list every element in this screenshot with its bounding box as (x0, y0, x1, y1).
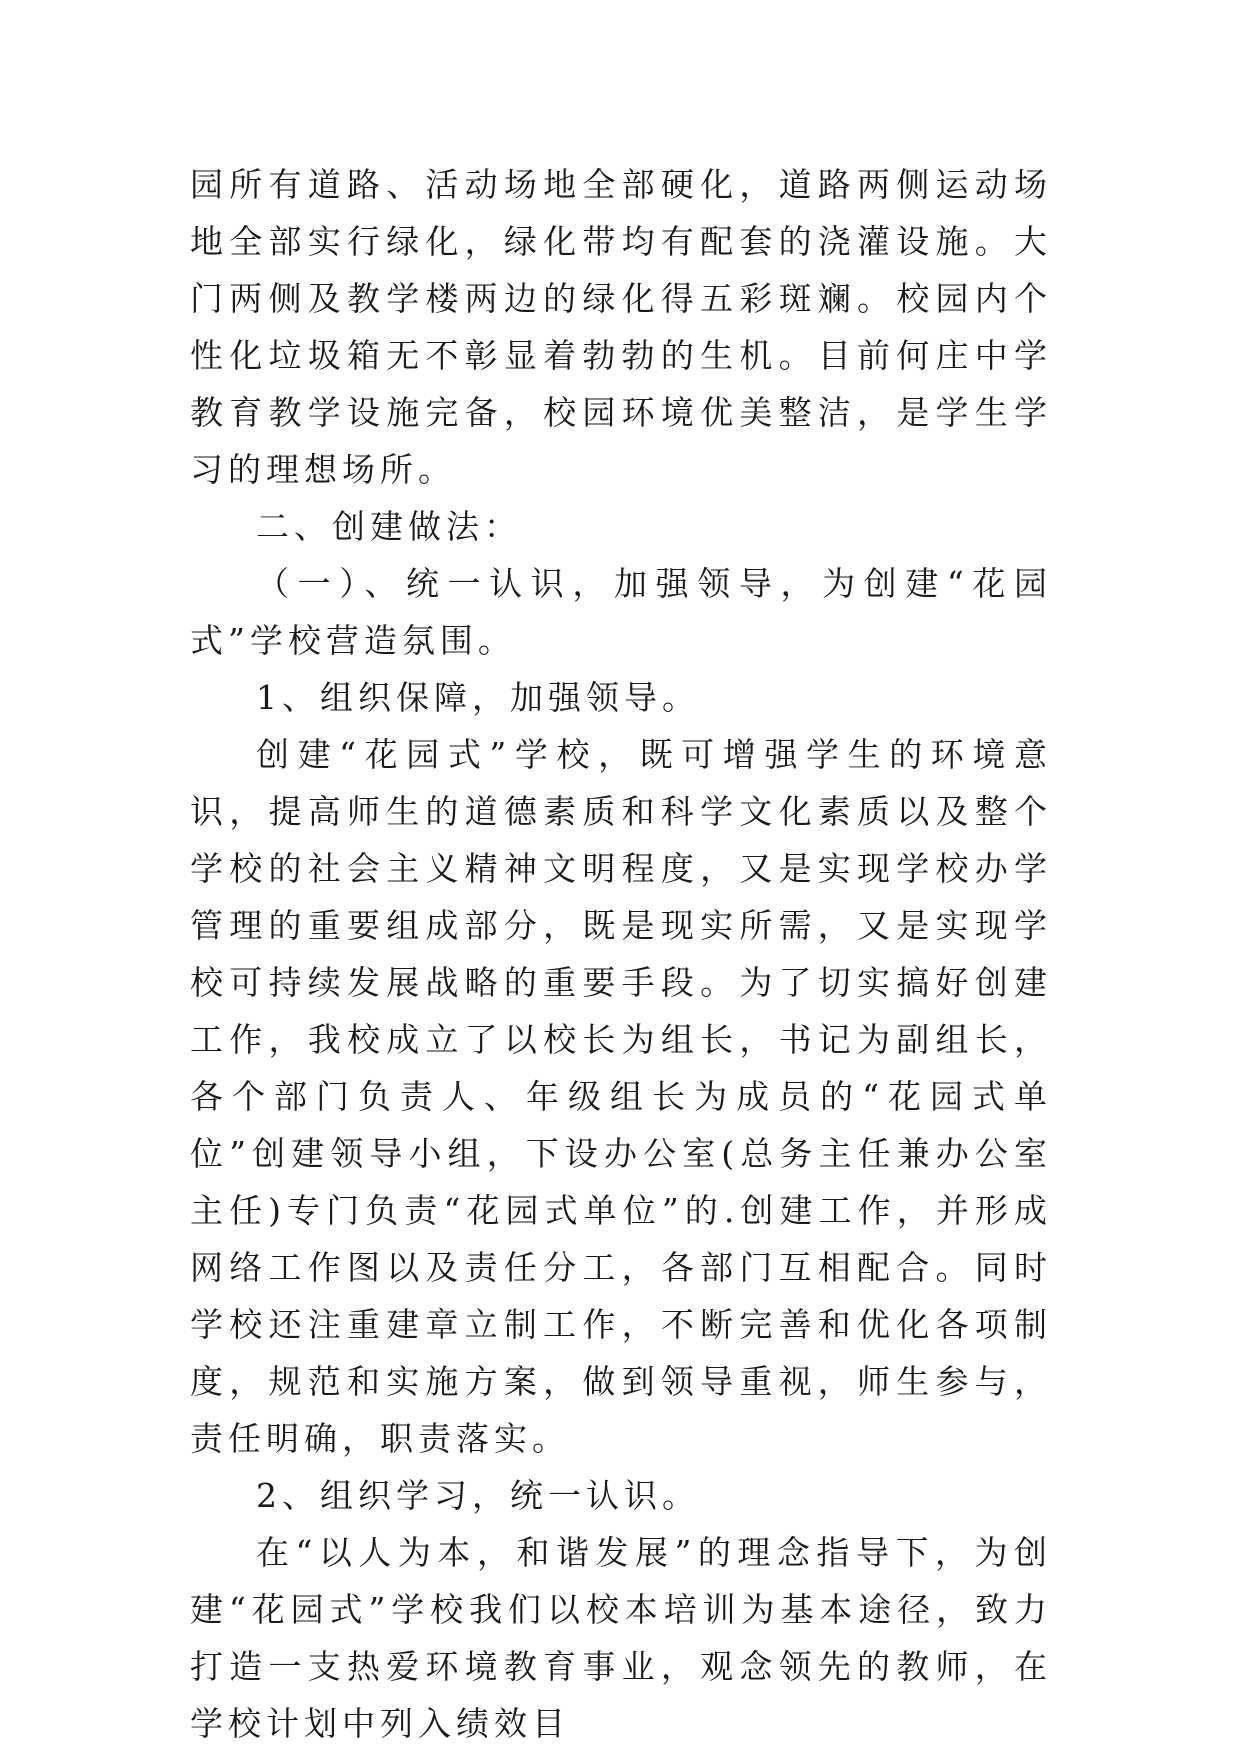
heading-creation-methods: 二、创建做法： (256, 507, 522, 546)
paragraph-training-approach: 在“以人为本，和谐发展”的理念指导下，为创建“花园式”学校我们以校本培训为基本途径，致力打造一支热爱环境教育事业，观念领先的教师，在学校计划中列入绩效目 (190, 1533, 1052, 1743)
item-organizational-guarantee: 1、组织保障，加强领导。 (256, 678, 700, 717)
item-organize-study: 2、组织学习，统一认识。 (256, 1476, 700, 1515)
paragraph-leadership-group: 创建“花园式”学校，既可增强学生的环境意识，提高师生的道德素质和科学文化素质以及整个学校的社会主义精神文明程度，又是实现学校办学管理的重要组成部分，既是现实所需，又是实现学校可持续发展战略的重要手段。为了切实搞好创建工作，我校成立了以校长为组长，书记为副组长，各个部门负责人、年级组长为成员的“花园式单位”创建领导小组，下设办公室(总务主任兼办公室主任)专门负责“花园式单位”的.创建工作，并形成网络工作图以及责任分工，各部门互相配合。同时学校还注重建章立制工作，不断完善和优化各项制度，规范和实施方案，做到领导重视，师生参与，责任明确，职责落实。 (190, 735, 1052, 1458)
document-body (190, 156, 1052, 1752)
paragraph-campus-facilities: 园所有道路、活动场地全部硬化，道路两侧运动场地全部实行绿化，绿化带均有配套的浇灌设施。大门两侧及教学楼两边的绿化得五彩斑斓。校园内个性化垃圾箱无不彰显着勃勃的生机。目前何庄中学教育教学设施完备，校园环境优美整洁，是学生学习的理想场所。 (190, 165, 1052, 489)
subheading-unified-understanding: （一）、统一认识，加强领导，为创建“花园式”学校营造氛围。 (190, 564, 1052, 660)
